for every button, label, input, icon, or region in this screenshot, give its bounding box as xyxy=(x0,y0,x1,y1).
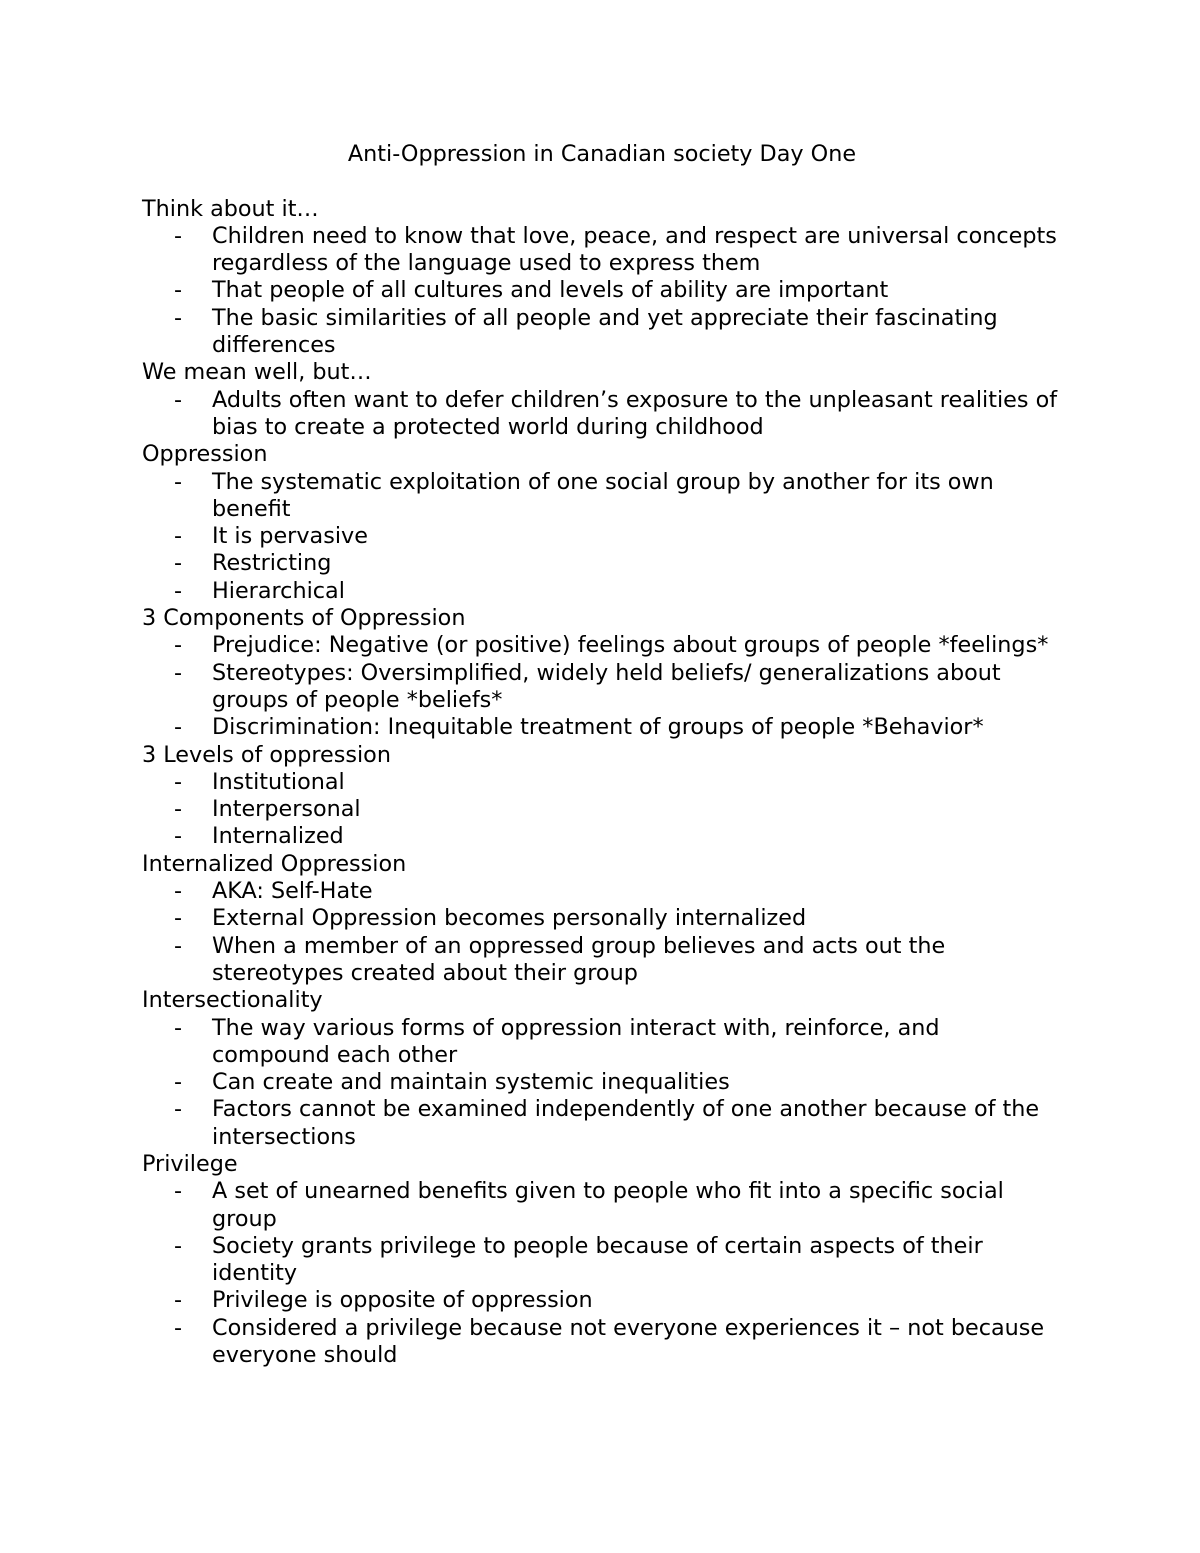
section xyxy=(142,605,1062,741)
document-title: Anti-Oppression in Canadian society Day One xyxy=(347,141,857,167)
list-item-text: Internalized xyxy=(212,823,344,850)
section xyxy=(142,359,1062,441)
list-item-text: When a member of an oppressed group believes and acts out the stereotypes created about their group xyxy=(212,932,946,986)
section-heading: 3 Levels of oppression xyxy=(142,741,391,768)
section xyxy=(142,1151,1062,1369)
dash-bullet-icon: - xyxy=(174,1178,183,1205)
list-item xyxy=(142,1233,1062,1288)
dash-bullet-icon: - xyxy=(174,386,183,413)
bullet-list xyxy=(142,469,1062,605)
section-heading: Oppression xyxy=(142,441,268,468)
list-item xyxy=(142,277,1062,304)
list-item xyxy=(142,305,1062,360)
bullet-list xyxy=(142,878,1062,987)
list-item-text: AKA: Self-Hate xyxy=(212,878,373,905)
list-item xyxy=(142,1096,1062,1151)
dash-bullet-icon: - xyxy=(174,1314,183,1341)
list-item xyxy=(142,1015,1062,1070)
bullet-list xyxy=(142,632,1062,741)
list-item-text: Adults often want to defer children’s exposure to the unpleasant realities of bias to create a protected world during childhood xyxy=(212,386,1058,440)
bullet-list xyxy=(142,769,1062,851)
dash-bullet-icon: - xyxy=(174,823,183,850)
dash-bullet-icon: - xyxy=(174,878,183,905)
list-item xyxy=(142,714,1062,741)
list-item xyxy=(142,1069,1062,1096)
dash-bullet-icon: - xyxy=(174,550,183,577)
list-item xyxy=(142,223,1062,278)
list-item-text: Stereotypes: Oversimplified, widely held beliefs/ generalizations about groups of people *beliefs* xyxy=(212,659,1001,713)
dash-bullet-icon: - xyxy=(174,932,183,959)
dash-bullet-icon: - xyxy=(174,632,183,659)
section xyxy=(142,441,1062,605)
section xyxy=(142,987,1062,1151)
list-item xyxy=(142,769,1062,796)
section-heading: Think about it… xyxy=(142,195,319,222)
list-item-text: It is pervasive xyxy=(212,523,368,550)
list-item xyxy=(142,1287,1062,1314)
section-heading: Intersectionality xyxy=(142,987,323,1014)
list-item-text: A set of unearned benefits given to people who fit into a specific social group xyxy=(212,1178,1004,1232)
dash-bullet-icon: - xyxy=(174,1287,183,1314)
dash-bullet-icon: - xyxy=(174,659,183,686)
dash-bullet-icon: - xyxy=(174,1096,183,1123)
list-item-text: Society grants privilege to people because of certain aspects of their identity xyxy=(212,1232,983,1287)
bullet-list xyxy=(142,387,1062,442)
bullet-list xyxy=(142,1015,1062,1151)
list-item-text: Hierarchical xyxy=(212,577,345,604)
dash-bullet-icon: - xyxy=(174,577,183,604)
section xyxy=(142,851,1062,987)
list-item-text: The systematic exploitation of one social group by another for its own benefit xyxy=(212,468,994,522)
dash-bullet-icon: - xyxy=(174,468,183,495)
list-item xyxy=(142,523,1062,550)
dash-bullet-icon: - xyxy=(174,277,183,304)
list-item xyxy=(142,1315,1062,1370)
list-item xyxy=(142,1178,1062,1233)
dash-bullet-icon: - xyxy=(174,1232,183,1259)
list-item-text: External Oppression becomes personally internalized xyxy=(212,905,807,932)
list-item xyxy=(142,905,1062,932)
list-item-text: The basic similarities of all people and yet appreciate their fascinating differences xyxy=(212,304,998,359)
section-heading: Privilege xyxy=(142,1150,238,1177)
section-heading: Internalized Oppression xyxy=(142,850,407,877)
dash-bullet-icon: - xyxy=(174,714,183,741)
list-item-text: Restricting xyxy=(212,550,332,577)
list-item-text: Factors cannot be examined independently of one another because of the intersections xyxy=(212,1096,1040,1150)
list-item xyxy=(142,387,1062,442)
list-item xyxy=(142,878,1062,905)
list-item-text: Privilege is opposite of oppression xyxy=(212,1287,593,1314)
section xyxy=(142,742,1062,851)
dash-bullet-icon: - xyxy=(174,1069,183,1096)
list-item xyxy=(142,578,1062,605)
section-heading: 3 Components of Oppression xyxy=(142,605,466,632)
list-item-text: Can create and maintain systemic inequalities xyxy=(212,1069,730,1096)
section xyxy=(142,196,1062,360)
list-item xyxy=(142,933,1062,988)
dash-bullet-icon: - xyxy=(174,796,183,823)
bullet-list xyxy=(142,1178,1062,1369)
document-page xyxy=(142,141,1062,1369)
list-item xyxy=(142,550,1062,577)
list-item xyxy=(142,469,1062,524)
list-item-text: Children need to know that love, peace, and respect are universal concepts regardless of the language used to express them xyxy=(212,222,1057,277)
dash-bullet-icon: - xyxy=(174,768,183,795)
list-item xyxy=(142,823,1062,850)
list-item-text: Interpersonal xyxy=(212,796,361,823)
list-item-text: Considered a privilege because not everyone experiences it – not because everyone should xyxy=(212,1314,1045,1369)
list-item-text: Institutional xyxy=(212,768,345,795)
section-heading: We mean well, but… xyxy=(142,359,372,386)
list-item-text: The way various forms of oppression interact with, reinforce, and compound each other xyxy=(212,1014,940,1068)
list-item-text: Prejudice: Negative (or positive) feelings about groups of people *feelings* xyxy=(212,632,1049,659)
list-item xyxy=(142,796,1062,823)
bullet-list xyxy=(142,223,1062,359)
list-item xyxy=(142,660,1062,715)
dash-bullet-icon: - xyxy=(174,222,183,249)
dash-bullet-icon: - xyxy=(174,1014,183,1041)
document-body xyxy=(142,196,1062,1370)
dash-bullet-icon: - xyxy=(174,523,183,550)
dash-bullet-icon: - xyxy=(174,905,183,932)
dash-bullet-icon: - xyxy=(174,304,183,331)
list-item-text: Discrimination: Inequitable treatment of groups of people *Behavior* xyxy=(212,714,984,741)
list-item xyxy=(142,632,1062,659)
list-item-text: That people of all cultures and levels of ability are important xyxy=(212,277,889,304)
